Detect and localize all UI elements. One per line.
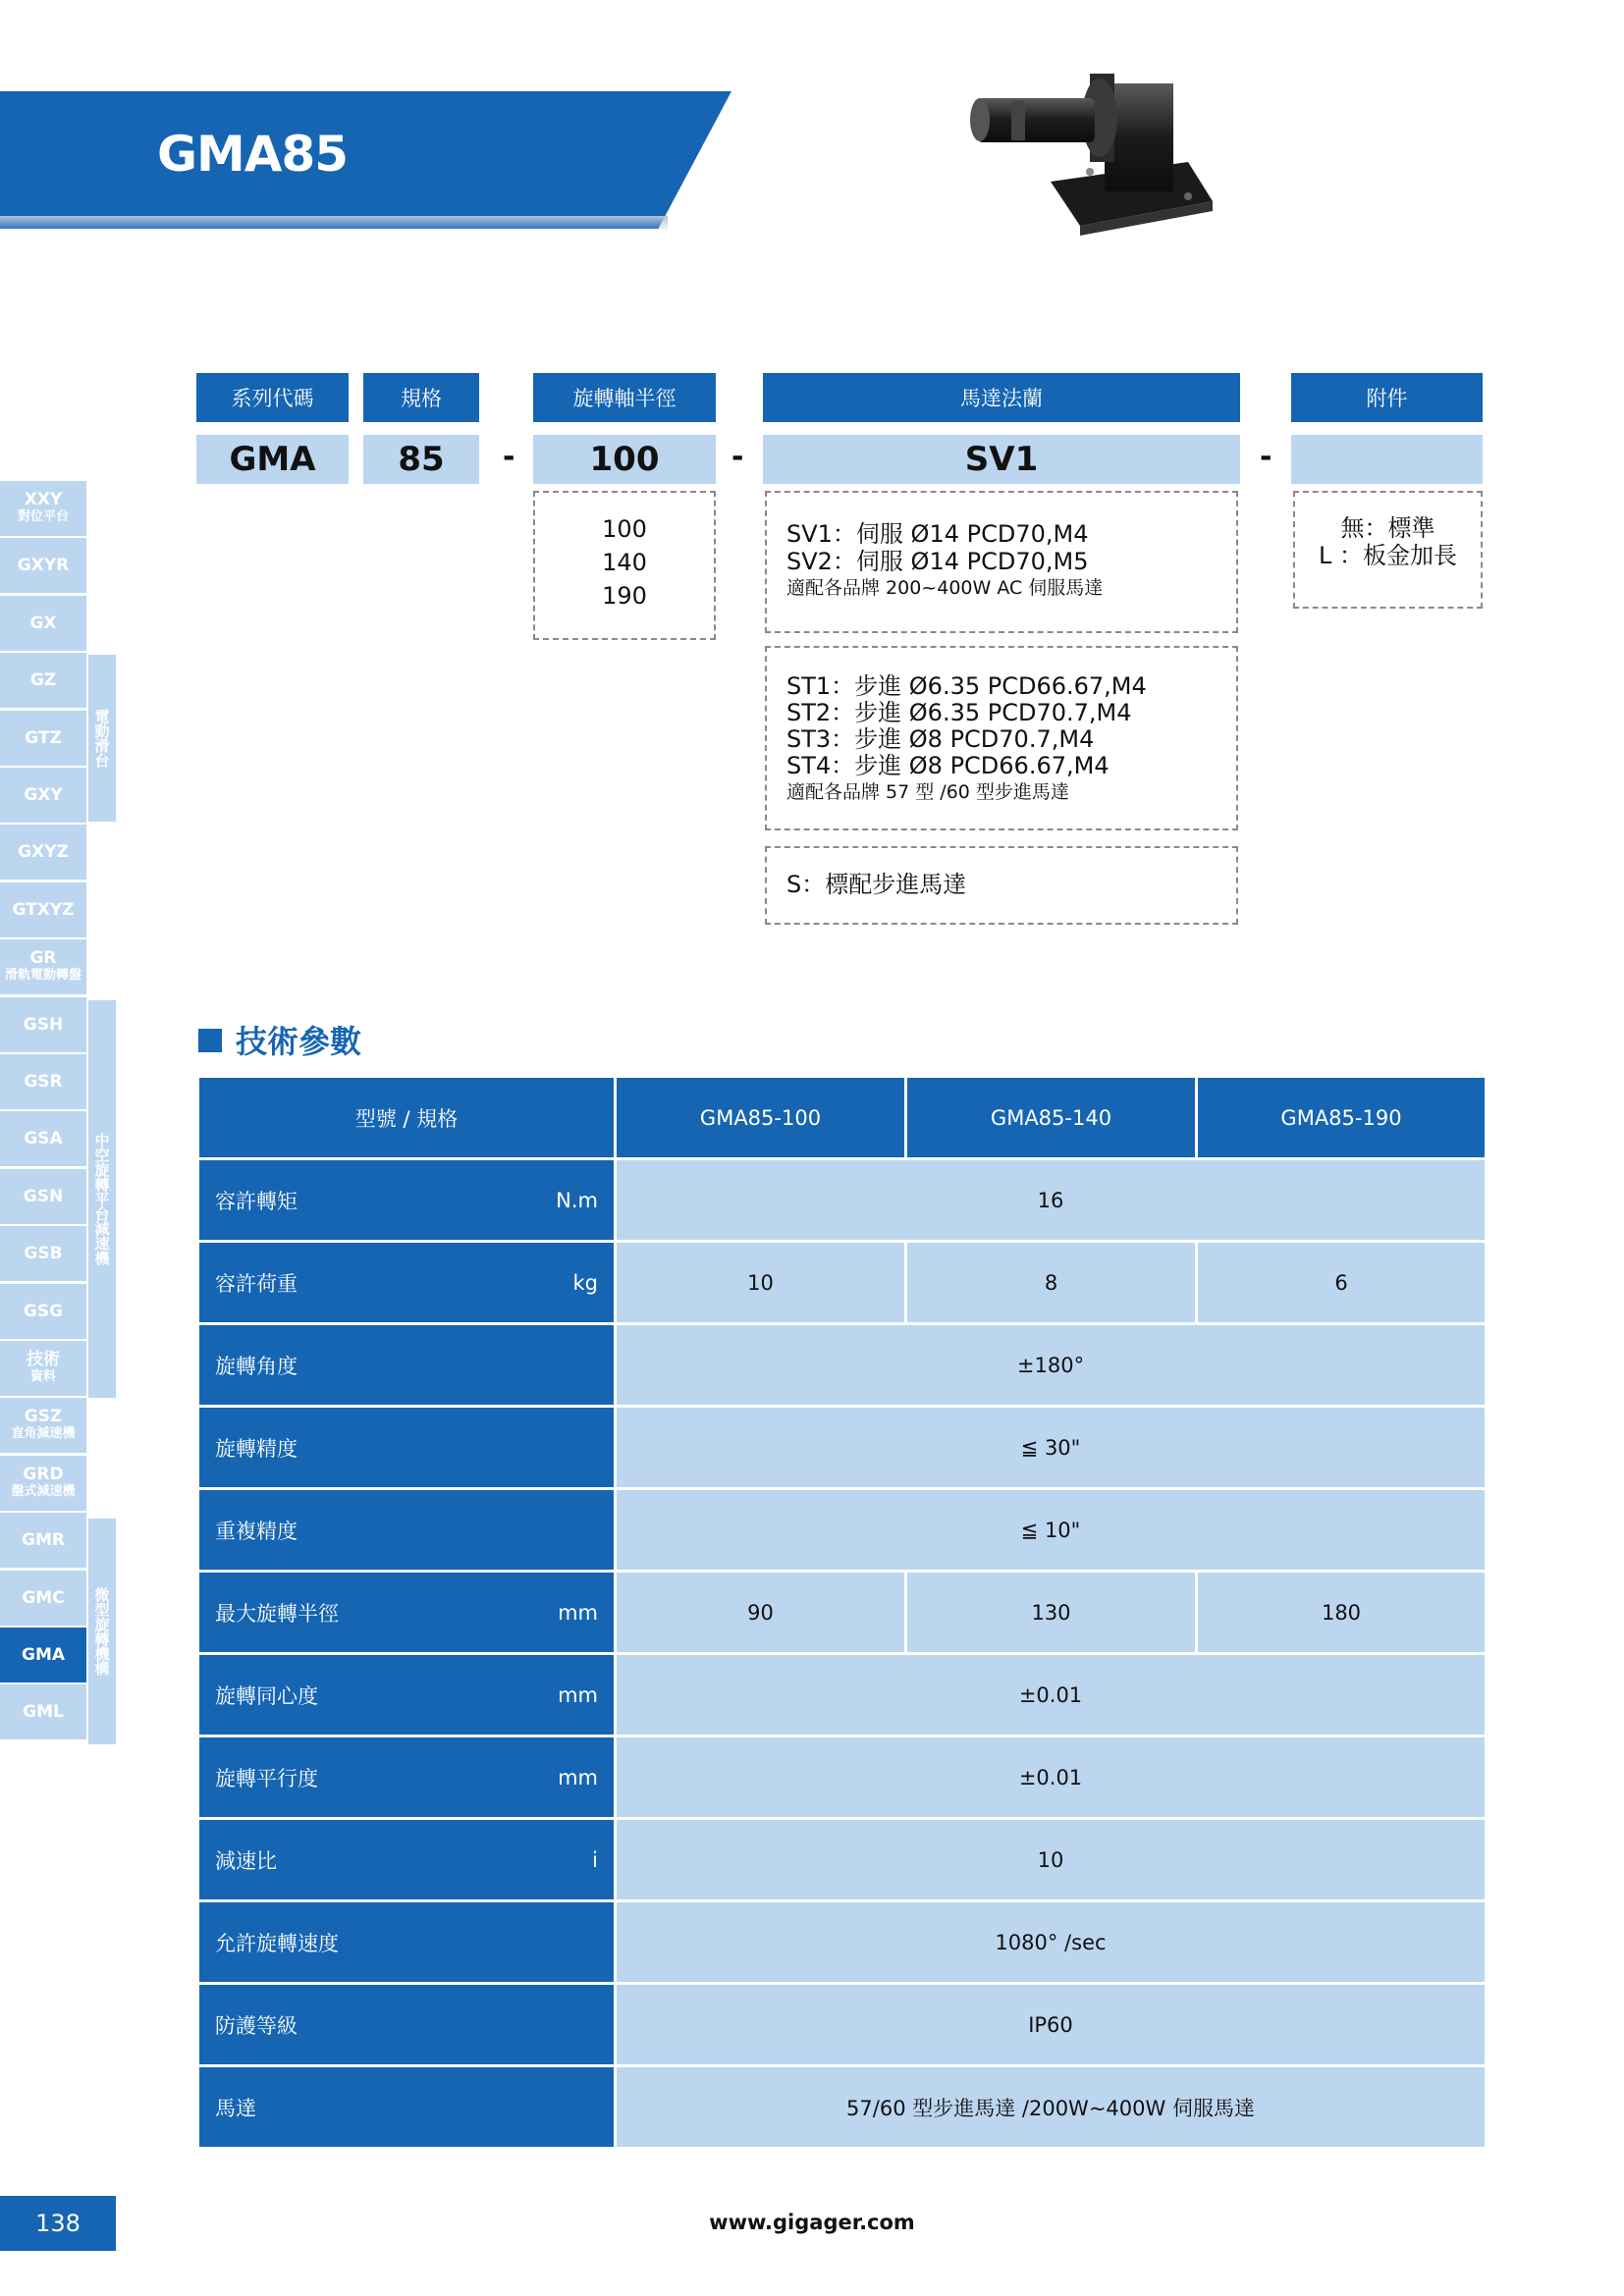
spec-label: 重複精度 (215, 1519, 298, 1543)
model-header: GMA85-140 (906, 1077, 1197, 1159)
spec-header: 規格 (363, 373, 479, 422)
spec-label: 容許荷重 (215, 1271, 298, 1296)
spec-label: 最大旋轉半徑 (215, 1601, 339, 1626)
nav-item-code: GX (29, 614, 57, 633)
nav-item-code: GXYZ (18, 842, 69, 862)
spec-label: 旋轉角度 (215, 1354, 298, 1378)
radius-option: 190 (602, 582, 647, 610)
spec-row (198, 1159, 1487, 1242)
spec-value: 10 (616, 1819, 1487, 1901)
spec-unit: mm (558, 1765, 598, 1789)
spec-label-cell (198, 1489, 616, 1572)
nav-item-code: GSN (23, 1187, 64, 1206)
spec-unit: i (592, 1847, 598, 1872)
spec-row (198, 1407, 1487, 1489)
accessory-option: L ：板金加長 (1319, 542, 1457, 569)
servo-option: SV1：伺服 Ø14 PCD70,M4 (786, 520, 1089, 548)
spec-row (198, 1736, 1487, 1819)
nav-item-code: GR (29, 948, 57, 968)
spec-value: 57/60 型步進馬達 /200W~400W 伺服馬達 (616, 2066, 1487, 2149)
model-header: GMA85-190 (1197, 1077, 1487, 1159)
header-banner (0, 91, 731, 229)
accessory-header: 附件 (1291, 373, 1483, 422)
stepper-options-box (765, 646, 1238, 830)
spec-label-cell (198, 1242, 616, 1324)
spec-value: ±0.01 (616, 1654, 1487, 1736)
spec-label: 旋轉同心度 (215, 1683, 318, 1708)
nav-item-code: GSZ (24, 1407, 63, 1426)
nav-item-11[interactable] (0, 1054, 86, 1109)
nav-group-label: 中空旋轉平台減速機 (88, 1000, 116, 1398)
nav-item-code: GSR (24, 1072, 63, 1092)
spec-unit: N.m (556, 1188, 598, 1212)
spec-row (198, 1819, 1487, 1901)
nav-item-code: GXY (24, 785, 63, 805)
nav-item-17[interactable] (0, 1398, 86, 1453)
nav-item-code: GSB (24, 1244, 63, 1263)
stepper-option: ST3：步進 Ø8 PCD70.7,M4 (786, 725, 1095, 753)
stepper-note: 適配各品牌 57 型 /60 型步進馬達 (786, 781, 1069, 803)
nav-item-9[interactable] (0, 939, 86, 994)
spec-header-label: 型號 / 規格 (198, 1077, 616, 1159)
footer-url[interactable]: www.gigager.com (709, 2211, 915, 2234)
nav-item-13[interactable] (0, 1169, 86, 1224)
spec-label-cell (198, 1407, 616, 1489)
radius-option: 100 (602, 515, 647, 543)
spec-row (198, 1489, 1487, 1572)
accessory-options-box (1293, 491, 1483, 609)
servo-option: SV2：伺服 Ø14 PCD70,M5 (786, 548, 1089, 575)
spec-label: 容許轉矩 (215, 1189, 298, 1213)
standard-stepper-option: S：標配步進馬達 (786, 871, 967, 898)
nav-item-code: GSA (24, 1129, 63, 1148)
motor-flange-value: SV1 (763, 435, 1240, 484)
nav-item-code: GMC (22, 1588, 65, 1608)
radius-option: 140 (602, 549, 647, 576)
nav-item-18[interactable] (0, 1456, 86, 1511)
nav-item-code: GZ (29, 670, 57, 690)
nav-item-code: GXYR (17, 556, 70, 575)
spec-label: 防護等級 (215, 2013, 298, 2038)
spec-row (198, 1984, 1487, 2066)
spec-row (198, 1324, 1487, 1407)
radius-value: 100 (533, 435, 716, 484)
spec-value: 16 (616, 1159, 1487, 1242)
spec-value: IP60 (616, 1984, 1487, 2066)
series-code-header: 系列代碼 (196, 373, 349, 422)
nav-group-label: 微型旋轉機構 (88, 1519, 116, 1744)
nav-item-sub: 直角減速機 (11, 1426, 76, 1441)
nav-item-14[interactable] (0, 1226, 86, 1281)
stepper-option: ST4：步進 Ø8 PCD66.67,M4 (786, 752, 1110, 779)
spec-label: 旋轉精度 (215, 1436, 298, 1461)
accessory-value (1291, 435, 1483, 484)
nav-item-sub: 對位平台 (17, 509, 69, 524)
motor-flange-header: 馬達法蘭 (763, 373, 1240, 422)
nav-item-code: GRD (23, 1465, 64, 1484)
nav-item-sub: 盤式減速機 (11, 1484, 76, 1499)
nav-item-15[interactable] (0, 1284, 86, 1339)
spec-value: ≦ 30" (616, 1407, 1487, 1489)
spec-value: ±0.01 (616, 1736, 1487, 1819)
nav-item-code: GMR (22, 1530, 65, 1550)
product-image (943, 44, 1227, 240)
spec-header-row (198, 1077, 1487, 1159)
servo-note: 適配各品牌 200~400W AC 伺服馬達 (786, 577, 1104, 599)
nav-item-2[interactable] (0, 538, 86, 593)
spec-value: 8 (906, 1242, 1197, 1324)
spec-label: 減速比 (215, 1848, 277, 1873)
nav-item-sub: 滑軌電動轉盤 (4, 968, 81, 983)
spec-label-cell (198, 1819, 616, 1901)
nav-item-code: GMA (21, 1645, 66, 1665)
nav-item-12[interactable] (0, 1111, 86, 1166)
spec-value: ≦ 10" (616, 1489, 1487, 1572)
nav-item-5[interactable] (0, 711, 86, 766)
spec-row (198, 1901, 1487, 1984)
spec-table (196, 1075, 1488, 2150)
page-title: GMA85 (157, 126, 349, 183)
spec-unit: mm (558, 1600, 598, 1625)
banner-shadow (0, 216, 668, 232)
nav-item-sub: 資料 (29, 1369, 56, 1384)
nav-item-3[interactable] (0, 596, 86, 651)
accessory-option: 無：標準 (1340, 514, 1435, 542)
spec-label-cell (198, 1324, 616, 1407)
nav-item-22[interactable] (0, 1684, 86, 1739)
nav-item-10[interactable] (0, 997, 86, 1052)
spec-label-cell (198, 1984, 616, 2066)
nav-group-label: 電動滑台 (88, 655, 116, 822)
nav-item-6[interactable] (0, 768, 86, 823)
spec-label-cell (198, 1654, 616, 1736)
nav-item-1[interactable] (0, 481, 86, 536)
spec-row (198, 2066, 1487, 2149)
stepper-option: ST2：步進 Ø6.35 PCD70.7,M4 (786, 699, 1132, 726)
spec-label-cell (198, 1159, 616, 1242)
series-code-value: GMA (196, 435, 349, 484)
spec-value: 1080° /sec (616, 1901, 1487, 1984)
nav-item-21[interactable] (0, 1628, 86, 1682)
spec-row (198, 1242, 1487, 1324)
separator-dash: - (1260, 440, 1272, 474)
separator-dash: - (731, 440, 744, 474)
nav-item-code: GTXYZ (12, 900, 75, 920)
spec-value: 130 (906, 1572, 1197, 1654)
section-bullet (198, 1029, 222, 1052)
spec-label-cell (198, 1736, 616, 1819)
nav-item-code: GML (23, 1702, 64, 1722)
nav-item-code: 技術 (27, 1350, 60, 1369)
spec-value: 85 (363, 435, 479, 484)
spec-unit: mm (558, 1682, 598, 1707)
spec-value: 6 (1197, 1242, 1487, 1324)
nav-item-19[interactable] (0, 1513, 86, 1568)
model-header: GMA85-100 (616, 1077, 906, 1159)
spec-row (198, 1572, 1487, 1654)
section-title: 技術參數 (236, 1023, 362, 1060)
nav-item-16[interactable] (0, 1341, 86, 1396)
spec-unit: kg (572, 1270, 598, 1295)
nav-item-20[interactable] (0, 1571, 86, 1626)
nav-item-4[interactable] (0, 653, 86, 708)
standard-stepper-box (765, 846, 1238, 925)
spec-label: 允許旋轉速度 (215, 1931, 339, 1955)
radius-options-box (533, 491, 716, 640)
stepper-option: ST1：步進 Ø6.35 PCD66.67,M4 (786, 672, 1147, 700)
nav-item-code: XXY (24, 490, 63, 509)
spec-row (198, 1654, 1487, 1736)
spec-value: ±180° (616, 1324, 1487, 1407)
spec-label-cell (198, 1572, 616, 1654)
separator-dash: - (503, 440, 515, 474)
page-number: 138 (0, 2196, 116, 2251)
spec-value: 180 (1197, 1572, 1487, 1654)
nav-item-code: GSH (23, 1015, 64, 1035)
spec-label-cell (198, 2066, 616, 2149)
nav-item-7[interactable] (0, 825, 86, 880)
nav-item-code: GTZ (25, 728, 62, 748)
servo-options-box (765, 491, 1238, 633)
nav-item-8[interactable] (0, 882, 86, 937)
spec-label: 馬達 (215, 2096, 256, 2120)
spec-value: 90 (616, 1572, 906, 1654)
spec-value: 10 (616, 1242, 906, 1324)
nav-item-code: GSG (23, 1302, 64, 1321)
radius-header: 旋轉軸半徑 (533, 373, 716, 422)
spec-label-cell (198, 1901, 616, 1984)
spec-label: 旋轉平行度 (215, 1766, 318, 1790)
